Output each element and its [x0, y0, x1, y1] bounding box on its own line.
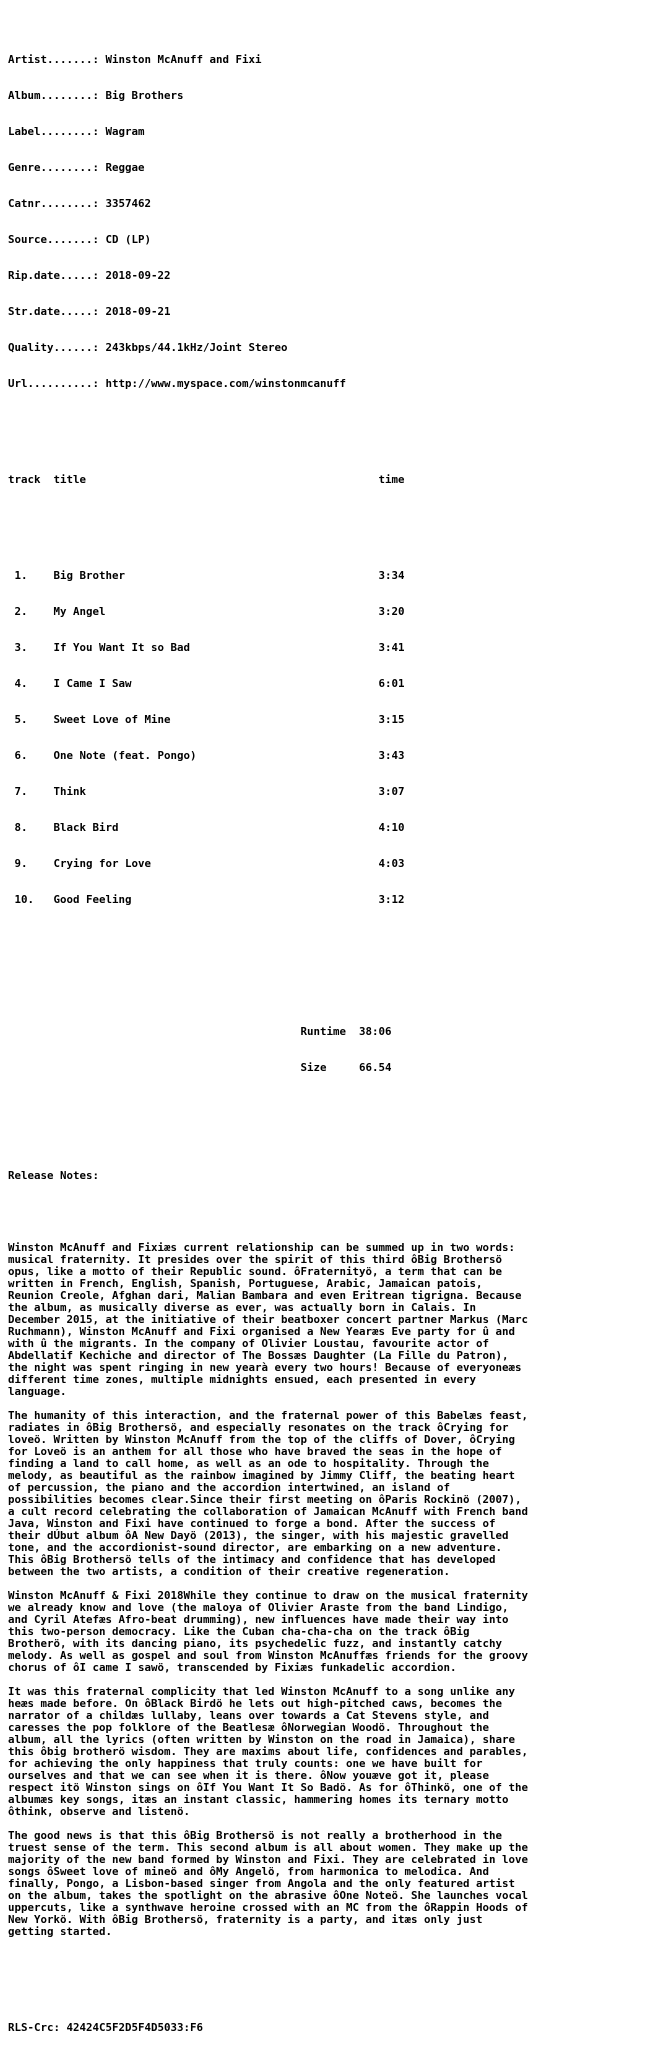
notes-line: written in French, English, Spanish, Portuguese, Arabic, Jamaican patois, [8, 1277, 483, 1290]
notes-paragraph [8, 1410, 656, 1578]
track-row: 3. If You Want It so Bad 3:41 [8, 641, 405, 654]
notes-line: and Cyril Atefæs Afro-beat drumming), new influences have made their way into [8, 1613, 509, 1626]
notes-line: possibilities becomes clear.Since their first meeting on ôParis Rockinö (2007), [8, 1493, 522, 1506]
notes-line: uppercuts, like a synthwave heroine crossed with an MC from the ôRappin Hoods of [8, 1901, 529, 1914]
notes-line: truest sense of the term. This second album is all about women. They make up the [8, 1841, 529, 1854]
notes-line: melody, as beautiful as the rainbow imagined by Jimmy Cliff, the beating heart [8, 1469, 516, 1482]
notes-line: It was this fraternal complicity that led Winston McAnuff to a song unlike any [8, 1685, 516, 1698]
url-line: Url..........: http://www.myspace.com/winstonmcanuff [8, 377, 347, 390]
size-total: Size 66.54 [8, 1061, 392, 1074]
track-row: 10. Good Feeling 3:12 [8, 893, 405, 906]
notes-line: heæs made before. On ôBlack Birdö he lets out high-pitched caws, becomes the [8, 1697, 503, 1710]
artist-line: Artist.......: Winston McAnuff and Fixi [8, 53, 262, 66]
track-row: 6. One Note (feat. Pongo) 3:43 [8, 749, 405, 762]
str-date-line: Str.date.....: 2018-09-21 [8, 305, 171, 318]
notes-line: December 2015, at the initiative of their beatboxer concert partner Markus (Marc [8, 1313, 529, 1326]
notes-line: on the album, takes the spotlight on the abrasive ôOne Noteö. She launches vocal [8, 1889, 529, 1902]
notes-line: Brotherö, with its dancing piano, its psychedelic fuzz, and instantly catchy [8, 1637, 503, 1650]
notes-paragraph [8, 1686, 656, 1818]
track-row: 2. My Angel 3:20 [8, 605, 405, 618]
notes-line: Java, Winston and Fixi have continued to forge a bond. After the success of [8, 1517, 496, 1530]
notes-line: their dÚbut album ôA New Dayö (2013), the singer, with his majestic gravelled [8, 1529, 509, 1542]
notes-line: we already know and love (the maloya of Olivier Araste from the band Lindigo, [8, 1601, 509, 1614]
notes-line: the night was spent ringing in new yearà every two hours! Because of everyoneæs [8, 1361, 522, 1374]
notes-line: different time zones, multiple midnights ensued, each presented in every [8, 1373, 477, 1386]
notes-line: majority of the new band formed by Winston and Fixi. They are celebrated in love [8, 1853, 529, 1866]
source-line: Source.......: CD (LP) [8, 233, 152, 246]
notes-line: finding a land to call home, as well as an ode to hospitality. Through the [8, 1457, 490, 1470]
release-info-header [8, 30, 656, 414]
notes-paragraph [8, 1590, 656, 1674]
runtime-total: Runtime 38:06 [8, 1025, 392, 1038]
label-line: Label........: Wagram [8, 125, 145, 138]
notes-line: chorus of ôI came I sawö, transcended by Fixiæs funkadelic accordion. [8, 1661, 457, 1674]
track-row: 8. Black Bird 4:10 [8, 821, 405, 834]
catnr-line: Catnr........: 3357462 [8, 197, 152, 210]
notes-line: opus, like a motto of their Republic sound. ôFraternityö, a term that can be [8, 1265, 503, 1278]
notes-line: the album, as musically diverse as ever, was actually born in Calais. In [8, 1301, 477, 1314]
album-line: Album........: Big Brothers [8, 89, 184, 102]
notes-line: this ôbig brotherö wisdom. They are maxims about life, confidences and parables, [8, 1745, 529, 1758]
track-row: 4. I Came I Saw 6:01 [8, 677, 405, 690]
notes-line: between the two artists, a condition of their creative regeneration. [8, 1565, 451, 1578]
tracklist [8, 546, 656, 930]
notes-line: New Yorkö. With ôBig Brothersö, fraternity is a party, and itæs only just [8, 1913, 483, 1926]
notes-line: Winston McAnuff and Fixiæs current relationship can be summed up in two words: [8, 1241, 516, 1254]
quality-line: Quality......: 243kbps/44.1kHz/Joint Stereo [8, 341, 288, 354]
notes-line: radiates in ôBig Brothersö, and especially resonates on the track ôCrying for [8, 1421, 509, 1434]
rip-date-line: Rip.date.....: 2018-09-22 [8, 269, 171, 282]
notes-line: musical fraternity. It presides over the spirit of this third ôBig Brothersö [8, 1253, 503, 1266]
notes-line: Ruchmann), Winston McAnuff and Fixi organised a New Yearæs Eve party for û and [8, 1325, 516, 1338]
notes-line: with û the migrants. In the company of Olivier Loustau, favourite actor of [8, 1337, 490, 1350]
notes-line: loveö. Written by Winston McAnuff from the top of the cliffs of Dover, ôCrying [8, 1433, 516, 1446]
track-row: 1. Big Brother 3:34 [8, 569, 405, 582]
notes-line: ôthink, observe and listenö. [8, 1805, 191, 1818]
notes-line: caresses the pop folklore of the Beatlesæ ôNorwegian Woodö. Throughout the [8, 1721, 490, 1734]
tracklist-header: track title time [8, 473, 405, 486]
notes-line: Abdellatif Kechiche and director of The Bossæs Daughter (La Fille du Patron), [8, 1349, 509, 1362]
notes-line: albumæs key songs, itæs an instant classic, hammering homes its ternary motto [8, 1793, 509, 1806]
notes-line: tone, and the accordionist-sound director, are embarking on a new adventure. [8, 1541, 503, 1554]
notes-line: for Loveö is an anthem for all those who have braved the seas in the hope of [8, 1445, 503, 1458]
notes-paragraph [8, 1830, 656, 1938]
track-row: 5. Sweet Love of Mine 3:15 [8, 713, 405, 726]
release-notes-heading: Release Notes: [8, 1169, 100, 1182]
notes-line: getting started. [8, 1925, 113, 1938]
notes-line: of percussion, the piano and the accordion intertwined, an island of [8, 1481, 451, 1494]
track-row: 9. Crying for Love 4:03 [8, 857, 405, 870]
notes-line: The humanity of this interaction, and the fraternal power of this Babelæs feast, [8, 1409, 529, 1422]
notes-line: ourselves and that we can see when it is there. ôNow youæve got it, please [8, 1769, 490, 1782]
notes-line: album, all the lyrics (often written by Winston on the road in Jamaica), share [8, 1733, 516, 1746]
notes-line: a cult record celebrating the collaboration of Jamaican McAnuff with French band [8, 1505, 529, 1518]
notes-paragraph [8, 1242, 656, 1398]
notes-line: for achieving the only happiness that truly counts: one we have built for [8, 1757, 483, 1770]
notes-line: Reunion Creole, Afghan dari, Malian Bambara and even Eritrean tigrigna. Because [8, 1289, 522, 1302]
track-row: 7. Think 3:07 [8, 785, 405, 798]
notes-line: respect itö Winston sings on ôIf You Want It So Badö. As for ôThinkö, one of the [8, 1781, 529, 1794]
notes-line: The good news is that this ôBig Brothersö is not really a brotherhood in the [8, 1829, 503, 1842]
rls-crc: RLS-Crc: 42424C5F2D5F4D5033:F6 [8, 2021, 204, 2034]
notes-line: songs ôSweet love of mineö and ôMy Angelö, from harmonica to melodica. And [8, 1865, 490, 1878]
genre-line: Genre........: Reggae [8, 161, 145, 174]
notes-line: language. [8, 1385, 67, 1398]
notes-line: this two-person democracy. Like the Cuban cha-cha-cha on the track ôBig [8, 1625, 470, 1638]
notes-line: finally, Pongo, a Lisbon-based singer from Angola and the only featured artist [8, 1877, 516, 1890]
release-notes-body [8, 1242, 656, 1938]
notes-line: melody. As well as gospel and soul from Winston McAnuffæs friends for the groovy [8, 1649, 529, 1662]
notes-line: Winston McAnuff & Fixi 2018While they continue to draw on the musical fraternity [8, 1589, 529, 1602]
notes-line: narrator of a childæs lullaby, leans over towards a Cat Stevens style, and [8, 1709, 490, 1722]
notes-line: This ôBig Brothersö tells of the intimacy and confidence that has developed [8, 1553, 496, 1566]
